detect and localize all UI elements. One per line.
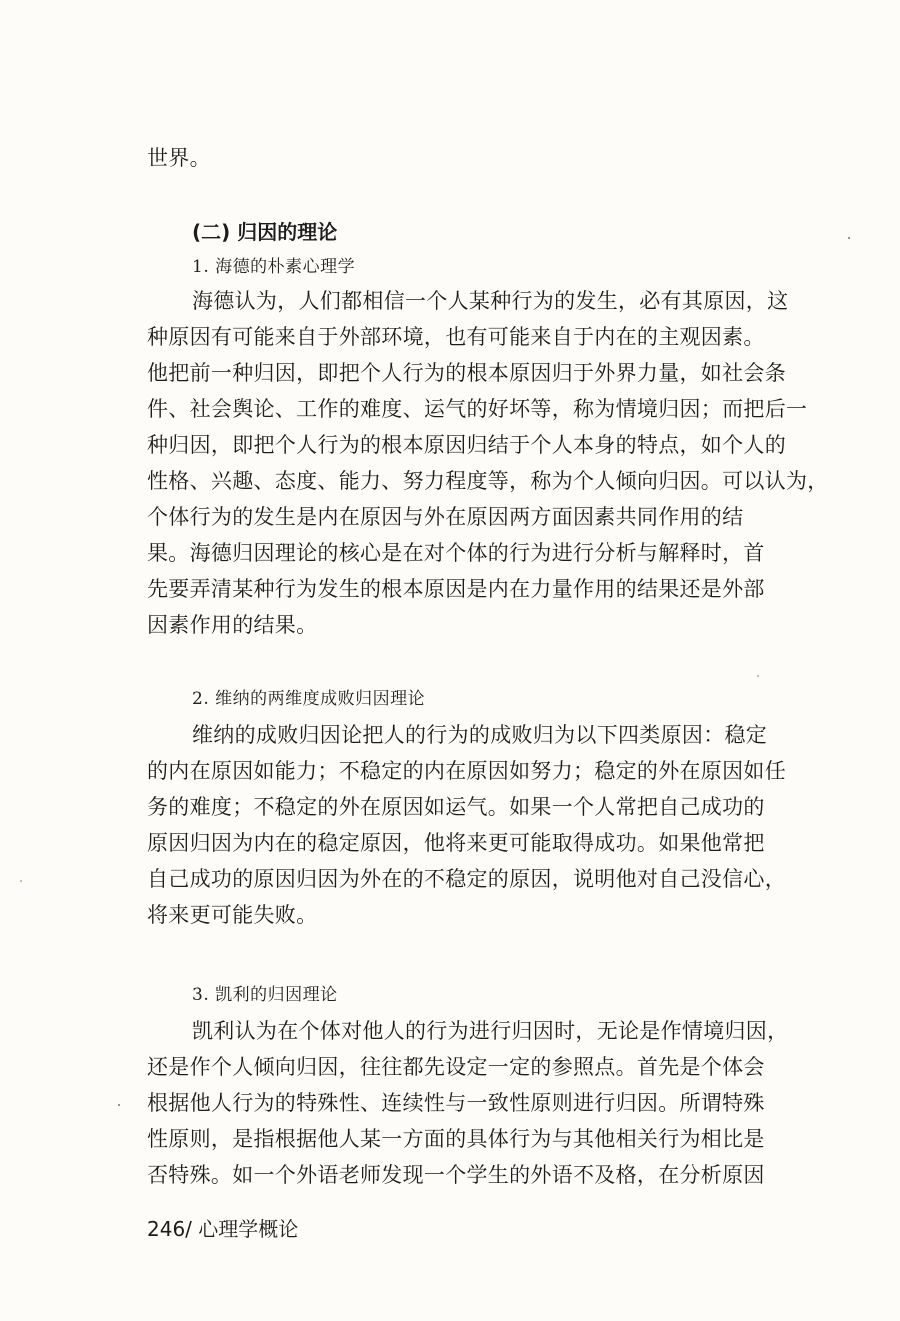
paragraph-2-line: 将来更可能失败。 bbox=[147, 903, 318, 927]
paragraph-1-line: 件、社会舆论、工作的难度、运气的好坏等，称为情境归因；而把后一 bbox=[147, 397, 808, 421]
scan-speck bbox=[848, 237, 850, 239]
paragraph-3-line: 还是作个人倾向归因，往往都先设定一定的参照点。首先是个体会 bbox=[147, 1055, 765, 1079]
paragraph-1-line: 种原因有可能来自于外部环境，也有可能来自于内在的主观因素。 bbox=[147, 325, 765, 349]
paragraph-3-line: 否特殊。如一个外语老师发现一个学生的外语不及格，在分析原因 bbox=[147, 1163, 765, 1187]
paragraph-1-line: 先要弄清某种行为发生的根本原因是内在力量作用的结果还是外部 bbox=[147, 577, 765, 601]
paragraph-1-line: 种归因，即把个人行为的根本原因归结于个人本身的特点，如个人的 bbox=[147, 433, 786, 457]
paragraph-3-line: 根据他人行为的特殊性、连续性与一致性原则进行归因。所谓特殊 bbox=[147, 1091, 765, 1115]
paragraph-3-line: 凯利认为在个体对他人的行为进行归因时，无论是作情境归因， bbox=[192, 1019, 789, 1043]
subsection-1-title: 1. 海德的朴素心理学 bbox=[192, 257, 356, 277]
opening-line: 世界。 bbox=[147, 146, 211, 170]
paragraph-3-line: 性原则，是指根据他人某一方面的具体行为与其他相关行为相比是 bbox=[147, 1127, 765, 1151]
scan-speck bbox=[757, 675, 759, 677]
paragraph-1-line: 个体行为的发生是内在原因与外在原因两方面因素共同作用的结 bbox=[147, 505, 744, 529]
subsection-2-title: 2. 维纳的两维度成败归因理论 bbox=[192, 689, 426, 709]
paragraph-2-line: 务的难度；不稳定的外在原因如运气。如果一个人常把自己成功的 bbox=[147, 795, 765, 819]
section-heading: (二) 归因的理论 bbox=[192, 220, 338, 244]
paragraph-2-line: 的内在原因如能力；不稳定的内在原因如努力；稳定的外在原因如任 bbox=[147, 759, 786, 783]
paragraph-1-line: 他把前一种归因，即把个人行为的根本原因归于外界力量，如社会条 bbox=[147, 361, 786, 385]
paragraph-2-line: 原因归因为内在的稳定原因，他将来更可能取得成功。如果他常把 bbox=[147, 831, 765, 855]
page-footer: 246/ 心理学概论 bbox=[147, 1217, 299, 1241]
scan-speck bbox=[20, 880, 22, 882]
paragraph-1-line: 因素作用的结果。 bbox=[147, 613, 318, 637]
subsection-3-title: 3. 凯利的归因理论 bbox=[192, 985, 338, 1005]
scan-speck bbox=[118, 1104, 120, 1106]
paragraph-1-line: 果。海德归因理论的核心是在对个体的行为进行分析与解释时，首 bbox=[147, 541, 765, 565]
paragraph-1-line: 海德认为，人们都相信一个人某种行为的发生，必有其原因，这 bbox=[192, 289, 789, 313]
paragraph-2-line: 维纳的成败归因论把人的行为的成败归为以下四类原因：稳定 bbox=[192, 723, 768, 747]
paragraph-2-line: 自己成功的原因归因为外在的不稳定的原因，说明他对自己没信心， bbox=[147, 867, 786, 891]
paragraph-1-line: 性格、兴趣、态度、能力、努力程度等，称为个人倾向归因。可以认为， bbox=[147, 469, 829, 493]
